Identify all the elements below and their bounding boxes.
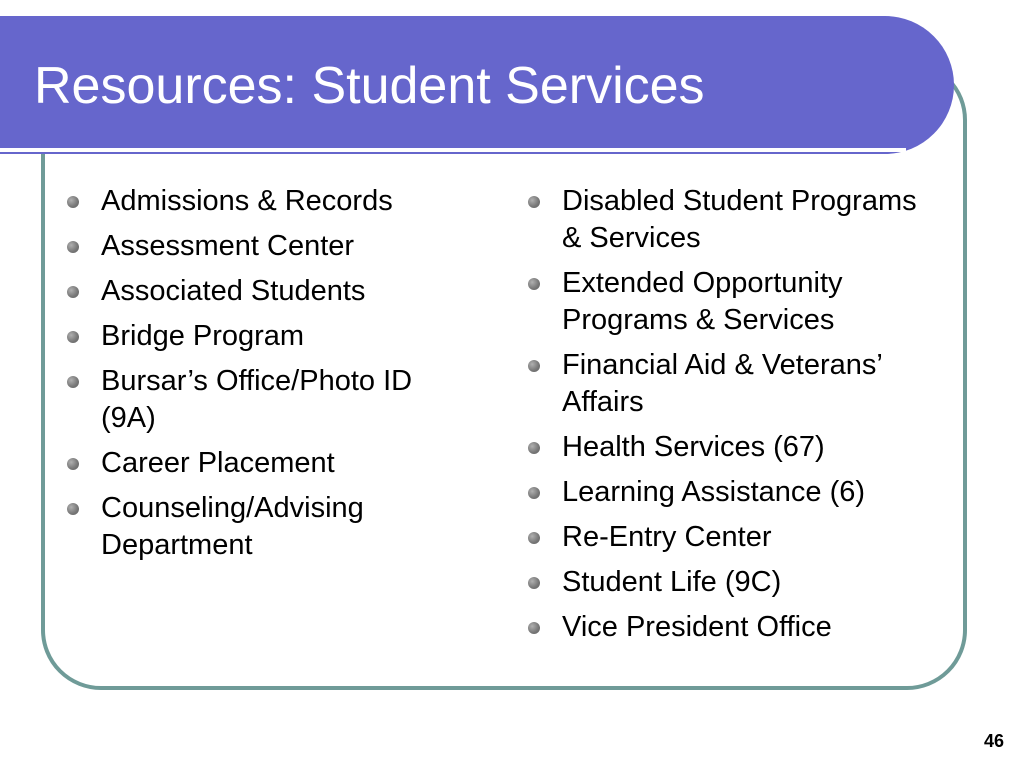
list-item — [523, 474, 943, 511]
bullet-icon — [528, 532, 540, 544]
list-item-label: Re-Entry Center — [562, 521, 772, 553]
list-item — [62, 490, 462, 564]
list-item-label: Admissions & Records — [101, 185, 393, 217]
bullet-icon — [67, 503, 79, 515]
bullet-icon — [528, 577, 540, 589]
bullet-icon — [528, 487, 540, 499]
bullet-icon — [67, 376, 79, 388]
list-item-label: Financial Aid & Veterans’ Affairs — [562, 349, 882, 418]
list-item-label: Career Placement — [101, 447, 335, 479]
list-item-label: Student Life (9C) — [562, 566, 782, 598]
list-item — [523, 265, 943, 339]
list-item — [523, 609, 943, 646]
list-item — [62, 318, 462, 355]
list-item-label: Vice President Office — [562, 611, 832, 643]
list-item — [523, 347, 943, 421]
list-item-label: Health Services (67) — [562, 431, 825, 463]
list-item-label: Extended Opportunity Programs & Services — [562, 267, 843, 336]
list-item — [523, 519, 943, 556]
list-item-label: Bridge Program — [101, 320, 305, 352]
title-underline — [0, 148, 906, 152]
slide-title: Resources: Student Services — [34, 57, 705, 115]
list-item — [523, 429, 943, 466]
list-item — [523, 183, 943, 257]
bullet-icon — [67, 196, 79, 208]
bullet-icon — [528, 622, 540, 634]
title-bar — [0, 16, 954, 154]
left-bullet-list — [62, 183, 462, 572]
list-item-label: Counseling/Advising Department — [101, 492, 364, 561]
bullet-icon — [528, 278, 540, 290]
list-item-label: Disabled Student Programs & Services — [562, 185, 917, 254]
bullet-icon — [67, 331, 79, 343]
bullet-icon — [528, 196, 540, 208]
list-item-label: Bursar’s Office/Photo ID (9A) — [101, 365, 413, 434]
list-item — [62, 183, 462, 220]
list-item — [62, 273, 462, 310]
bullet-icon — [528, 442, 540, 454]
bullet-icon — [67, 458, 79, 470]
list-item-label: Assessment Center — [101, 230, 355, 262]
list-item — [62, 228, 462, 265]
right-bullet-list — [523, 183, 943, 654]
bullet-icon — [528, 360, 540, 372]
list-item — [62, 445, 462, 482]
list-item-label: Learning Assistance (6) — [562, 476, 866, 508]
page-number: 46 — [983, 731, 1004, 751]
bullet-icon — [67, 241, 79, 253]
list-item-label: Associated Students — [101, 275, 366, 307]
list-item — [62, 363, 462, 437]
bullet-icon — [67, 286, 79, 298]
list-item — [523, 564, 943, 601]
